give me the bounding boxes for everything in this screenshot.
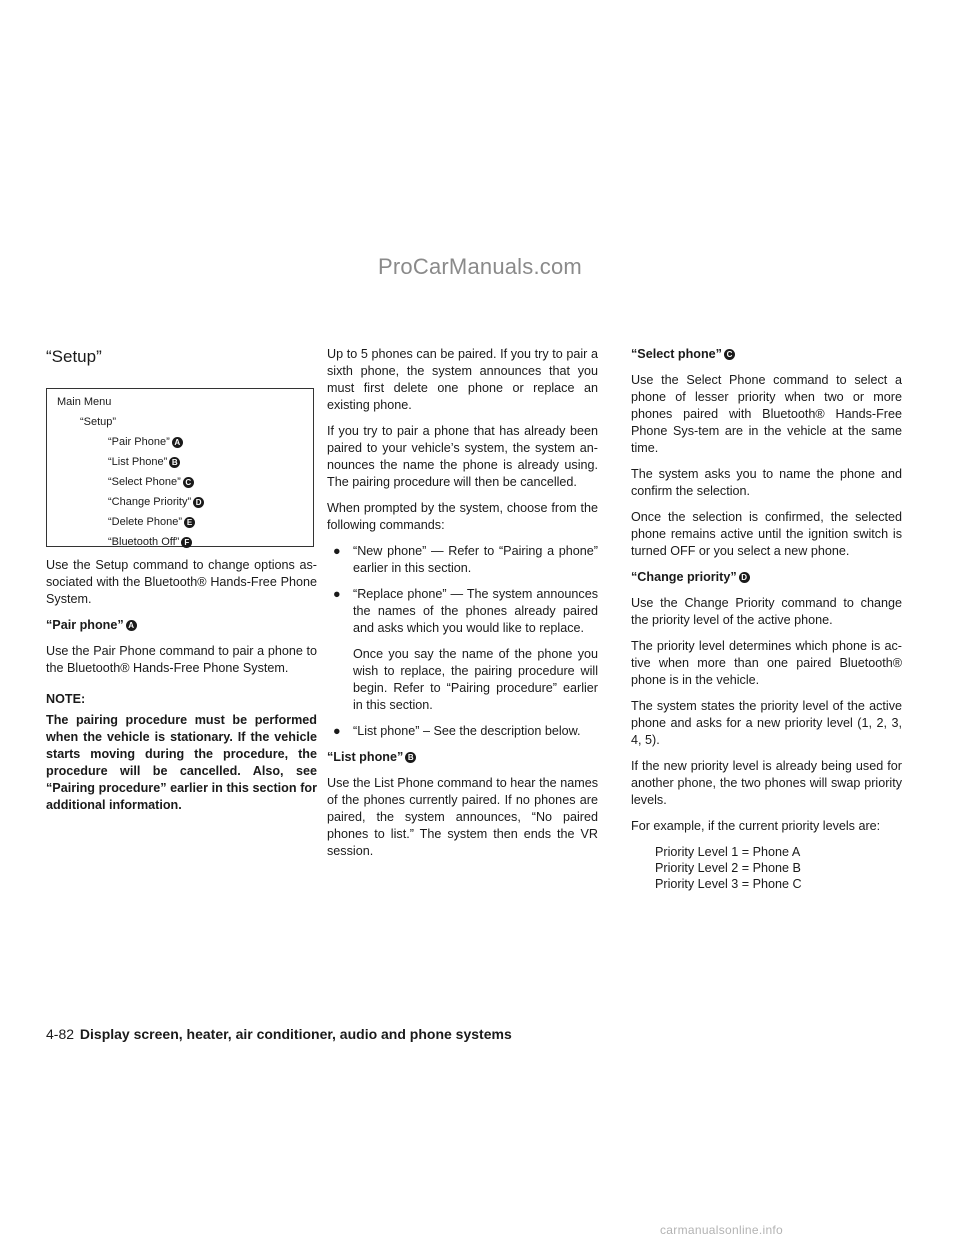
menu-item-pair-phone (47, 435, 313, 455)
priority-item: Priority Level 3 = Phone C (655, 877, 802, 891)
heading-change-priority (631, 569, 902, 586)
badge-b-icon: B (405, 752, 416, 763)
badge-a-icon: A (126, 620, 137, 631)
bullet-subtext: Once you say the name of the phone you wish to replace, the pairing procedure will begin. Refer to “Pairing procedure” earlier in this section. (353, 647, 598, 712)
paragraph: The system asks you to name the phone and confirm the selection. (631, 467, 902, 498)
bullet-icon: ● (333, 724, 341, 738)
heading-text: “Select phone” (631, 347, 722, 361)
priority-list (655, 844, 902, 892)
heading-pair-phone (46, 617, 317, 634)
heading-text: “Pair phone” (46, 618, 124, 632)
list-phone-text: Use the List Phone command to hear the names of the phones currently paired. If no phones are paired, the system announces, “No paired phones to list.” The system then ends the VR session. (327, 776, 598, 858)
note-text: The pairing procedure must be performed when the vehicle is stationary. If the vehicle starts moving during the procedure, the procedure will be cancelled. Also, see “Pairing procedure” earlier in this section for additional information. (46, 713, 317, 812)
menu-item-delete-phone (47, 515, 313, 535)
menu-item-label: “List Phone” (108, 456, 168, 468)
badge-e-icon: E (184, 517, 195, 528)
column-3 (631, 346, 902, 892)
bullet-text: “List phone” – See the description below. (353, 724, 581, 738)
watermark-bottom: carmanualsonline.info (660, 1223, 784, 1237)
watermark-top: ProCarManuals.com (378, 254, 582, 279)
menu-item-change-priority (47, 495, 313, 515)
menu-setup: “Setup” (80, 416, 117, 428)
menu-root: Main Menu (57, 396, 112, 408)
badge-a-icon: A (172, 437, 183, 448)
bullet-icon: ● (333, 544, 341, 558)
paragraph: If you try to pair a phone that has already been paired to your vehicle’s system, the system an-nounces the name the phone is already using. The pairing procedure will then be cancelled. (327, 424, 598, 489)
paragraph: For example, if the current priority levels are: (631, 819, 881, 833)
paragraph: If the new priority level is already being used for another phone, the two phones will swap priority levels. (631, 759, 902, 807)
priority-item: Priority Level 2 = Phone B (655, 861, 801, 875)
bullet-text: “Replace phone” — The system announces the names of the phones already paired and asks which you would like to replace. (353, 587, 598, 635)
menu-item-label: “Change Priority” (108, 496, 192, 508)
badge-c-icon: C (183, 477, 194, 488)
menu-item-select-phone (47, 475, 313, 495)
menu-item-bluetooth-off (47, 535, 313, 555)
menu-item-label: “Select Phone” (108, 476, 181, 488)
priority-item: Priority Level 1 = Phone A (655, 845, 801, 859)
heading-select-phone (631, 346, 902, 363)
page-number: 4-82 (46, 1026, 75, 1042)
paragraph: Use the Change Priority command to change the priority level of the active phone. (631, 596, 902, 627)
badge-c-icon: C (724, 349, 735, 360)
badge-f-icon: F (181, 537, 192, 548)
badge-b-icon: B (169, 457, 180, 468)
heading-list-phone (327, 749, 598, 766)
pair-phone-text: Use the Pair Phone command to pair a phone to the Bluetooth® Hands-Free Phone System. (46, 644, 317, 675)
menu-item-label: “Delete Phone” (108, 516, 182, 528)
column-2 (327, 346, 598, 869)
paragraph: Use the Select Phone command to select a phone of lesser priority when two or more phones paired with Bluetooth® Hands-Free Phone Sys-tem are in the vehicle at the same time. (631, 373, 902, 455)
badge-d-icon: D (193, 497, 204, 508)
column-1 (46, 346, 317, 814)
page-footer (46, 1025, 512, 1043)
paragraph: When prompted by the system, choose from the following commands: (327, 501, 598, 532)
paragraph: Up to 5 phones can be paired. If you try to pair a sixth phone, the system announces that you must first delete one phone or replace an existing phone. (327, 347, 598, 412)
bullet-item (327, 723, 598, 740)
menu-tree-diagram (46, 388, 314, 547)
setup-intro: Use the Setup command to change options as-sociated with the Bluetooth® Hands-Free Phone System. (46, 558, 317, 606)
footer-title: Display screen, heater, air conditioner, audio and phone systems (79, 1026, 512, 1042)
menu-item-label: “Pair Phone” (108, 436, 170, 448)
bullet-item (327, 543, 598, 577)
section-title: “Setup” (46, 347, 102, 366)
paragraph: The priority level determines which phone is ac-tive when more than one paired Bluetooth® phone is in the vehicle. (631, 639, 902, 687)
bullet-icon: ● (333, 587, 341, 601)
heading-text: “Change priority” (631, 570, 737, 584)
badge-d-icon: D (739, 572, 750, 583)
note-label: NOTE: (46, 692, 86, 706)
bullet-text: “New phone” — Refer to “Pairing a phone” earlier in this section. (353, 544, 598, 575)
paragraph: Once the selection is confirmed, the selected phone remains active until the ignition switch is turned OFF or you select a new phone. (631, 510, 902, 558)
paragraph: The system states the priority level of the active phone and asks for a new priority level (1, 2, 3, 4, 5). (631, 699, 902, 747)
heading-text: “List phone” (327, 750, 404, 764)
menu-item-list-phone (47, 455, 313, 475)
menu-item-label: “Bluetooth Off” (108, 536, 180, 548)
bullet-item (327, 586, 598, 637)
